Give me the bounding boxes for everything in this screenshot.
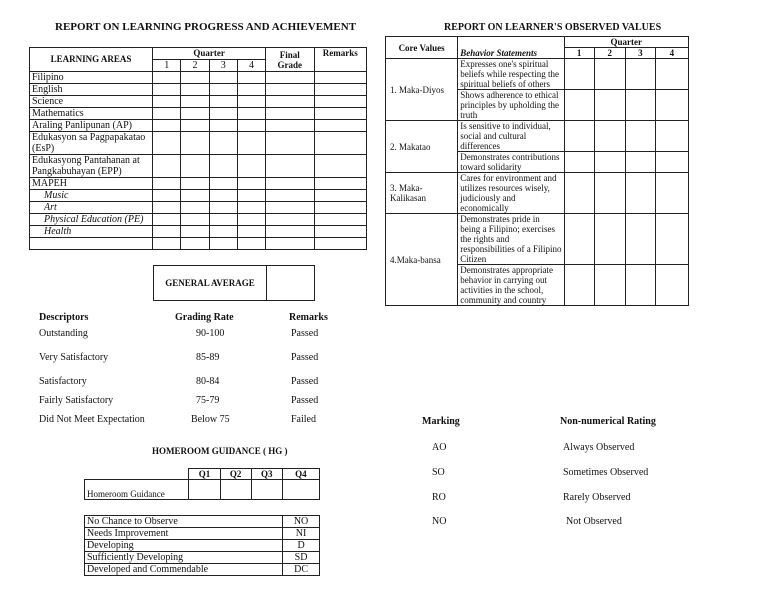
subject-row xyxy=(30,155,367,178)
subject-row xyxy=(30,202,367,214)
subject-name: Health xyxy=(30,226,153,238)
homeroom-guidance-label: Homeroom Guidance xyxy=(85,480,189,500)
behavior-row xyxy=(386,59,689,90)
marking-rating: Rarely Observed xyxy=(563,492,631,503)
rating-cell xyxy=(625,90,655,121)
behavior-statement: Shows adherence to ethical principles by upholding the truth xyxy=(458,90,564,121)
learning-areas-table xyxy=(29,47,367,250)
descriptor-header: Descriptors xyxy=(39,312,89,323)
behavior-statement: Is sensitive to individual, social and cultural differences xyxy=(458,121,564,152)
descriptor-remark: Passed xyxy=(291,376,319,387)
grade-cell xyxy=(153,226,181,238)
grade-cell xyxy=(209,226,237,238)
rating-cell xyxy=(655,173,688,214)
core-value: 2. Makatao xyxy=(386,121,458,173)
homeroom-quarters-table xyxy=(84,468,320,500)
grade-cell xyxy=(237,238,265,250)
grade-cell xyxy=(237,190,265,202)
final-grade-cell xyxy=(266,238,314,250)
grade-cell xyxy=(209,238,237,250)
legend-description: Sufficiently Developing xyxy=(85,552,283,564)
homeroom-q2-header: Q2 xyxy=(220,469,251,480)
homeroom-legend-row xyxy=(85,528,320,540)
legend-description: Developed and Commendable xyxy=(85,564,283,576)
descriptor-name: Satisfactory xyxy=(39,376,87,387)
grade-cell xyxy=(181,226,209,238)
remarks-header: Remarks xyxy=(314,48,366,72)
core-values-header: Core Values xyxy=(386,37,458,59)
rating-cell xyxy=(594,152,625,173)
core-value: 4.Maka-bansa xyxy=(386,214,458,306)
values-quarter-3-header: 3 xyxy=(625,48,655,59)
legend-code: NI xyxy=(283,528,320,540)
grade-cell xyxy=(209,155,237,178)
grade-cell xyxy=(153,84,181,96)
final-grade-cell xyxy=(266,132,314,155)
grade-cell xyxy=(237,96,265,108)
quarter-4-header: 4 xyxy=(237,60,265,72)
remarks-cell xyxy=(314,155,366,178)
rating-cell xyxy=(564,90,594,121)
behavior-statement: Demonstrates appropriate behavior in carrying out activities in the school, community and country xyxy=(458,265,564,306)
subject-row xyxy=(30,132,367,155)
grade-cell xyxy=(153,132,181,155)
homeroom-legend-row xyxy=(85,540,320,552)
rating-cell xyxy=(655,90,688,121)
rating-cell xyxy=(655,214,688,265)
grade-cell xyxy=(181,202,209,214)
rating-cell xyxy=(655,265,688,306)
behavior-statement: Cares for environment and utilizes resources wisely, judiciously and economically xyxy=(458,173,564,214)
behavior-statement: Demonstrates contributions toward solidarity xyxy=(458,152,564,173)
grade-cell xyxy=(237,155,265,178)
marking-code: AO xyxy=(432,442,447,453)
quarter-3-header: 3 xyxy=(209,60,237,72)
descriptor-header: Grading Rate xyxy=(175,312,234,323)
grade-cell xyxy=(181,84,209,96)
values-quarter-1-header: 1 xyxy=(564,48,594,59)
remarks-cell xyxy=(314,108,366,120)
subject-row xyxy=(30,108,367,120)
grade-cell xyxy=(181,96,209,108)
remarks-cell xyxy=(314,226,366,238)
behavior-statement: Demonstrates pride in being a Filipino; exercises the rights and responsibilities of a Filipino Citizen xyxy=(458,214,564,265)
subject-name: Mathematics xyxy=(30,108,153,120)
grade-cell xyxy=(153,238,181,250)
descriptor-name: Very Satisfactory xyxy=(39,352,109,363)
grade-cell xyxy=(209,72,237,84)
marking-code: SO xyxy=(432,467,445,478)
rating-cell xyxy=(564,265,594,306)
descriptor-remark: Passed xyxy=(291,395,319,406)
final-grade-cell xyxy=(266,96,314,108)
subject-name: English xyxy=(30,84,153,96)
homeroom-legend-row xyxy=(85,552,320,564)
subject-name: MAPEH xyxy=(30,178,153,190)
legend-code: SD xyxy=(283,552,320,564)
grade-cell xyxy=(209,132,237,155)
subject-name: Edukasyon sa Pagpapakatao (EsP) xyxy=(30,132,153,155)
final-grade-cell xyxy=(266,202,314,214)
learning-areas-header: LEARNING AREAS xyxy=(30,48,153,72)
rating-cell xyxy=(625,265,655,306)
grade-cell xyxy=(237,120,265,132)
behavior-row xyxy=(386,121,689,152)
quarter-1-header: 1 xyxy=(153,60,181,72)
rating-cell xyxy=(625,173,655,214)
homeroom-q3-header: Q3 xyxy=(251,469,282,480)
grade-cell xyxy=(181,132,209,155)
grade-cell xyxy=(153,214,181,226)
subject-row xyxy=(30,72,367,84)
subject-row xyxy=(30,178,367,190)
rating-cell xyxy=(625,121,655,152)
rating-cell xyxy=(594,121,625,152)
final-grade-cell xyxy=(266,72,314,84)
grading-rate: 75-79 xyxy=(196,395,220,406)
rating-cell xyxy=(655,121,688,152)
rating-cell xyxy=(594,265,625,306)
remarks-cell xyxy=(314,214,366,226)
remarks-cell xyxy=(314,132,366,155)
final-grade-cell xyxy=(266,214,314,226)
marking-header: Non-numerical Rating xyxy=(560,416,656,427)
remarks-cell xyxy=(314,178,366,190)
subject-row xyxy=(30,120,367,132)
homeroom-legend-row xyxy=(85,564,320,576)
descriptor-name: Outstanding xyxy=(39,328,88,339)
final-grade-cell xyxy=(266,190,314,202)
homeroom-q4-header: Q4 xyxy=(282,469,319,480)
final-grade-cell xyxy=(266,120,314,132)
remarks-cell xyxy=(314,96,366,108)
marking-rating: Not Observed xyxy=(566,516,622,527)
values-quarter-4-header: 4 xyxy=(655,48,688,59)
subject-name: Physical Education (PE) xyxy=(30,214,153,226)
homeroom-legend-table xyxy=(84,515,320,576)
subject-row xyxy=(30,238,367,250)
rating-cell xyxy=(655,152,688,173)
remarks-cell xyxy=(314,202,366,214)
grade-cell xyxy=(237,214,265,226)
legend-description: Needs Improvement xyxy=(85,528,283,540)
grade-cell xyxy=(237,72,265,84)
subject-name: Art xyxy=(30,202,153,214)
marking-code: NO xyxy=(432,516,447,527)
grading-rate: Below 75 xyxy=(191,414,230,425)
marking-rating: Sometimes Observed xyxy=(563,467,649,478)
marking-code: RO xyxy=(432,492,446,503)
legend-code: NO xyxy=(283,516,320,528)
rating-cell xyxy=(655,59,688,90)
grade-cell xyxy=(153,155,181,178)
rating-cell xyxy=(594,59,625,90)
grade-cell xyxy=(237,108,265,120)
grade-cell xyxy=(153,108,181,120)
final-grade-cell xyxy=(266,108,314,120)
legend-code: DC xyxy=(283,564,320,576)
subject-row xyxy=(30,96,367,108)
final-grade-header: Final Grade xyxy=(266,48,314,72)
grade-cell xyxy=(209,178,237,190)
subject-name: Music xyxy=(30,190,153,202)
quarter-2-header: 2 xyxy=(181,60,209,72)
legend-code: D xyxy=(283,540,320,552)
grade-cell xyxy=(237,132,265,155)
behavior-statements-header: Behavior Statements xyxy=(458,37,564,59)
subject-row xyxy=(30,226,367,238)
grade-cell xyxy=(153,190,181,202)
legend-description: Developing xyxy=(85,540,283,552)
descriptor-remark: Failed xyxy=(291,414,316,425)
grade-cell xyxy=(181,214,209,226)
descriptor-remark: Passed xyxy=(291,328,319,339)
grade-cell xyxy=(209,84,237,96)
rating-cell xyxy=(564,152,594,173)
remarks-cell xyxy=(314,238,366,250)
descriptor-name: Did Not Meet Expectation xyxy=(39,414,145,425)
remarks-cell xyxy=(314,190,366,202)
values-quarter-2-header: 2 xyxy=(594,48,625,59)
descriptor-name: Fairly Satisfactory xyxy=(39,395,114,406)
behavior-row xyxy=(386,173,689,214)
grade-cell xyxy=(181,155,209,178)
subject-name xyxy=(30,238,153,250)
grade-cell xyxy=(153,120,181,132)
core-value: 3. Maka-Kalikasan xyxy=(386,173,458,214)
rating-cell xyxy=(625,59,655,90)
grade-cell xyxy=(209,120,237,132)
subject-row xyxy=(30,190,367,202)
grade-cell xyxy=(237,84,265,96)
grade-cell xyxy=(181,178,209,190)
grade-cell xyxy=(181,108,209,120)
grade-cell xyxy=(181,238,209,250)
grade-cell xyxy=(237,178,265,190)
marking-rating: Always Observed xyxy=(563,442,635,453)
subject-row xyxy=(30,214,367,226)
rating-cell xyxy=(594,90,625,121)
grade-cell xyxy=(153,178,181,190)
quarter-header: Quarter xyxy=(153,48,266,60)
remarks-cell xyxy=(314,120,366,132)
grade-cell xyxy=(209,96,237,108)
legend-description: No Chance to Observe xyxy=(85,516,283,528)
grading-rate: 90-100 xyxy=(196,328,225,339)
rating-cell xyxy=(564,173,594,214)
grade-cell xyxy=(153,96,181,108)
grade-cell xyxy=(209,108,237,120)
learning-progress-title: REPORT ON LEARNING PROGRESS AND ACHIEVEMENT xyxy=(55,21,357,33)
grade-cell xyxy=(237,226,265,238)
grade-cell xyxy=(181,120,209,132)
grade-cell xyxy=(209,190,237,202)
subject-name: Araling Panlipunan (AP) xyxy=(30,120,153,132)
behavior-row xyxy=(386,214,689,265)
final-grade-cell xyxy=(266,84,314,96)
descriptors-section xyxy=(39,312,339,425)
final-grade-cell xyxy=(266,178,314,190)
observed-values-table xyxy=(385,36,689,306)
descriptor-header: Remarks xyxy=(289,312,328,323)
rating-cell xyxy=(625,214,655,265)
grade-cell xyxy=(153,72,181,84)
grade-cell xyxy=(209,214,237,226)
subject-name: Edukasyong Pantahanan at Pangkabuhayan (EPP) xyxy=(30,155,153,178)
rating-cell xyxy=(564,214,594,265)
final-grade-cell xyxy=(266,155,314,178)
rating-cell xyxy=(594,214,625,265)
subject-row xyxy=(30,84,367,96)
general-average-box: GENERAL AVERAGE xyxy=(153,265,267,301)
subject-name: Science xyxy=(30,96,153,108)
remarks-cell xyxy=(314,72,366,84)
rating-cell xyxy=(594,173,625,214)
remarks-cell xyxy=(314,84,366,96)
grading-rate: 80-84 xyxy=(196,376,220,387)
grade-cell xyxy=(181,72,209,84)
grade-cell xyxy=(209,202,237,214)
final-grade-cell xyxy=(266,226,314,238)
behavior-statement: Expresses one's spiritual beliefs while respecting the spiritual beliefs of others xyxy=(458,59,564,90)
homeroom-legend-row xyxy=(85,516,320,528)
subject-name: Filipino xyxy=(30,72,153,84)
homeroom-q1-header: Q1 xyxy=(189,469,220,480)
grade-cell xyxy=(153,202,181,214)
rating-cell xyxy=(564,59,594,90)
rating-cell xyxy=(625,152,655,173)
rating-cell xyxy=(564,121,594,152)
descriptor-remark: Passed xyxy=(291,352,319,363)
marking-header: Marking xyxy=(422,416,460,427)
grading-rate: 85-89 xyxy=(196,352,220,363)
grade-cell xyxy=(237,202,265,214)
general-average-grade-cell xyxy=(266,265,315,301)
homeroom-title: HOMEROOM GUIDANCE ( HG ) xyxy=(152,446,288,456)
core-value: 1. Maka-Diyos xyxy=(386,59,458,121)
values-quarter-header: Quarter xyxy=(564,37,688,48)
grade-cell xyxy=(181,190,209,202)
observed-values-title: REPORT ON LEARNER'S OBSERVED VALUES xyxy=(444,22,662,33)
